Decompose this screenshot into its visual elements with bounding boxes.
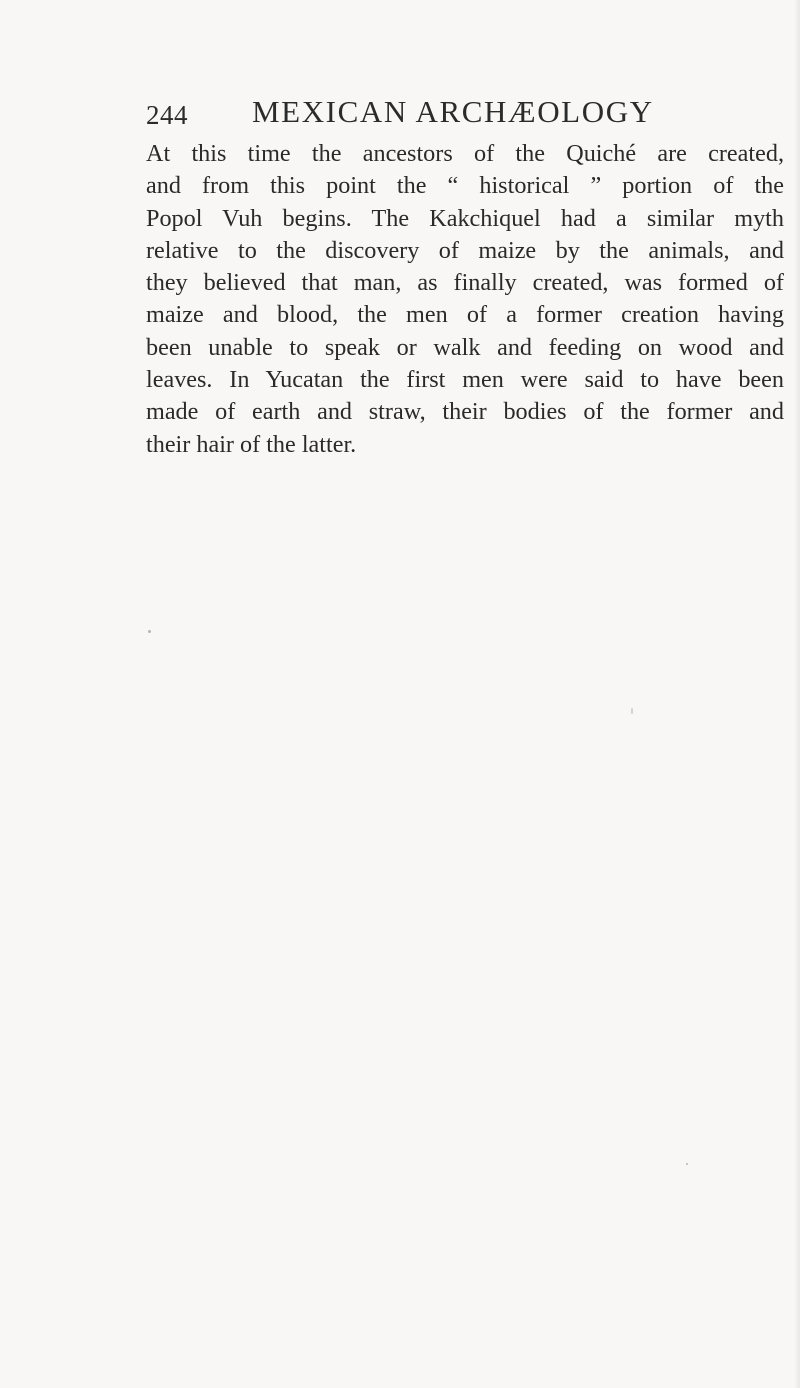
running-title: MEXICAN ARCHÆOLOGY (252, 94, 654, 129)
text-line: At this time the ancestors of the Quiché are created, (146, 140, 784, 167)
text-line: relative to the discovery of maize by the animals, and (146, 236, 784, 264)
page-edge-shadow (794, 0, 800, 1388)
paper-speck (686, 1163, 688, 1165)
text-line-last: their hair of the latter. (146, 430, 357, 458)
text-line: maize and blood, the men of a former creation having (146, 301, 784, 329)
page-number: 244 (146, 100, 188, 130)
text-line: leaves. In Yucatan the first men were said to have been (146, 366, 784, 394)
text-line: been unable to speak or walk and feeding on wood and (146, 333, 784, 361)
running-head (146, 94, 706, 138)
paper-speck (148, 630, 151, 633)
paper-speck (631, 708, 633, 714)
body-paragraph (146, 138, 786, 461)
text-line: Popol Vuh begins. The Kakchiquel had a similar myth (146, 204, 784, 232)
text-line: and from this point the “ historical ” portion of the (146, 172, 784, 200)
text-line: made of earth and straw, their bodies of the former and (146, 398, 784, 426)
text-line: they believed that man, as finally created, was formed of (146, 269, 784, 297)
